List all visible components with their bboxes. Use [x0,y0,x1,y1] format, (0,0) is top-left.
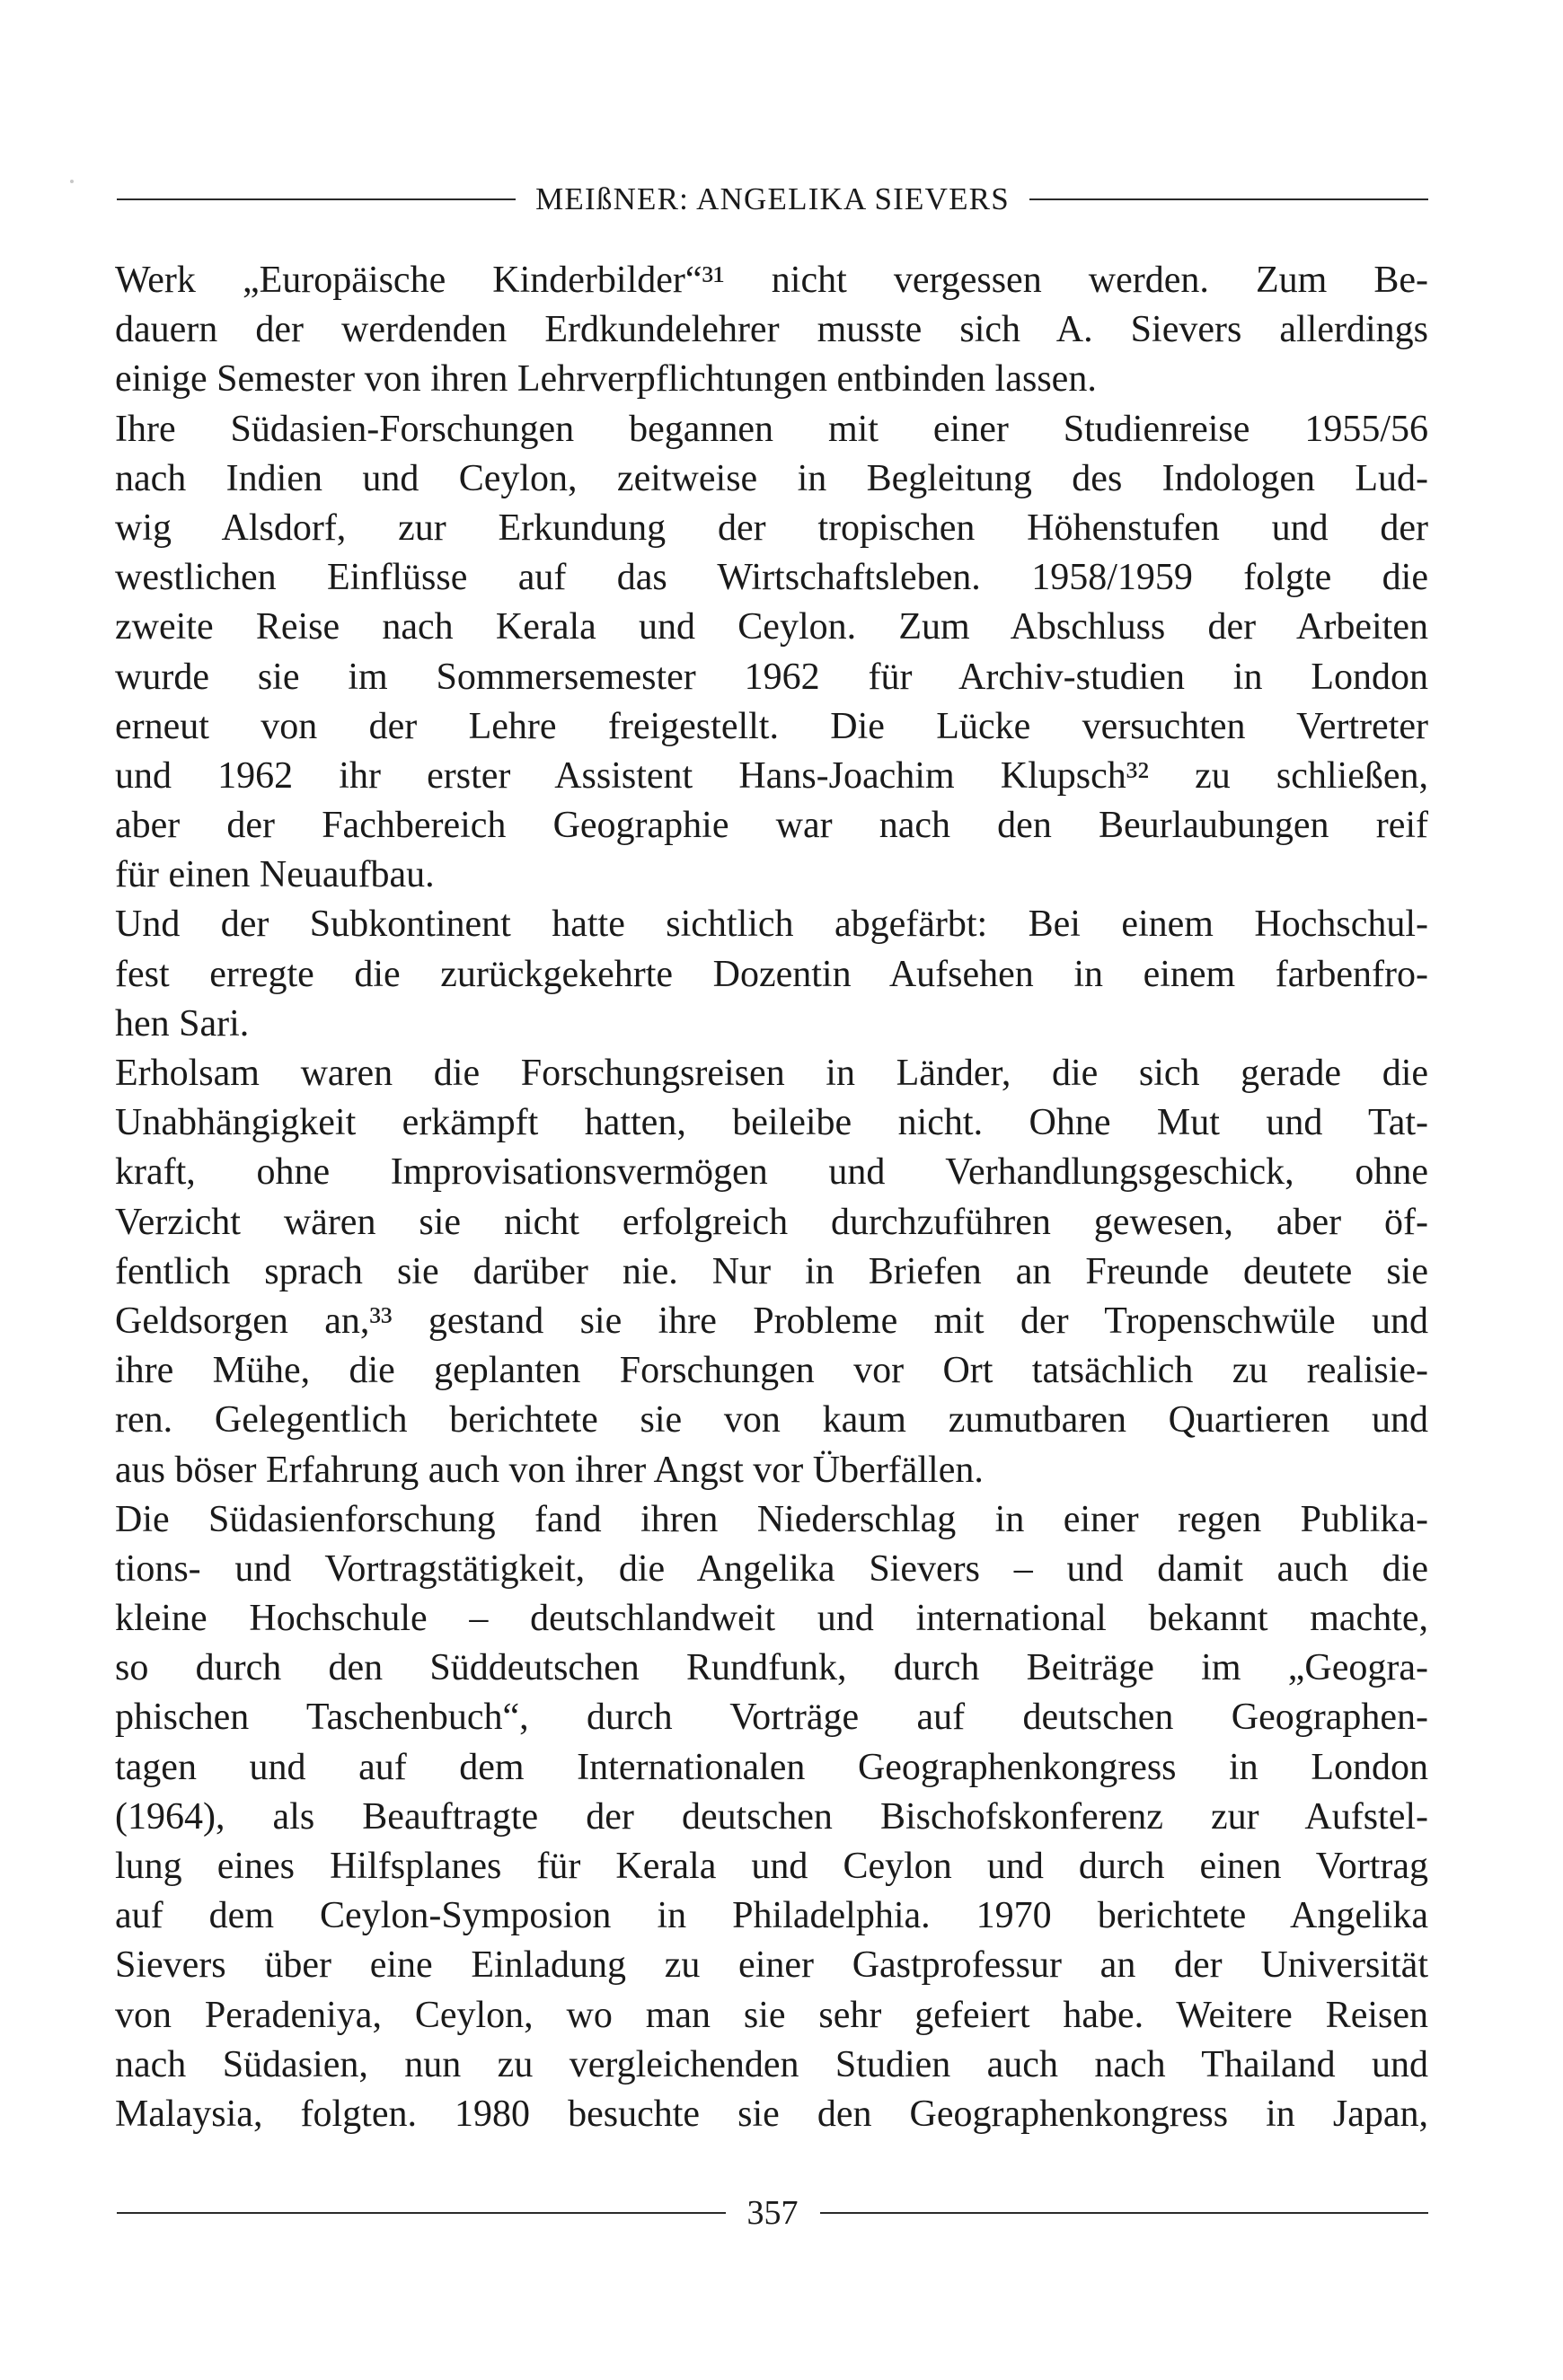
text-line: tagen und auf dem Internationalen Geographenkongress in London [115,1746,1428,1788]
text-line: Verzicht wären sie nicht erfolgreich durchzuführen gewesen, aber öf- [115,1201,1428,1243]
text-line: (1964), als Beauftragte der deutschen Bischofskonferenz zur Aufstel- [115,1795,1428,1838]
body-text [115,256,1428,2139]
text-line: Malaysia, folgten. 1980 besuchte sie den Geographenkongress in Japan, [115,2093,1428,2135]
running-head-rule-left [117,198,516,200]
text-line: zweite Reise nach Kerala und Ceylon. Zum Abschluss der Arbeiten [115,606,1428,648]
text-line: ren. Gelegentlich berichtete sie von kaum zumutbaren Quartieren und [115,1399,1428,1441]
running-head-rule-right [1029,198,1428,200]
text-line: für einen Neuaufbau. [115,854,435,896]
text-line: aus böser Erfahrung auch von ihrer Angst vor Überfällen. [115,1449,984,1491]
text-line: Sievers über eine Einladung zu einer Gastprofessur an der Universität [115,1944,1428,1987]
text-line: Erholsam waren die Forschungsreisen in Länder, die sich gerade die [115,1053,1428,1094]
text-line: Und der Subkontinent hatte sichtlich abgefärbt: Bei einem Hochschul- [115,904,1428,946]
page-number: 357 [746,2194,799,2232]
text-line: Die Südasienforschung fand ihren Niederschlag in einer regen Publika- [115,1498,1428,1540]
text-line: einige Semester von ihren Lehrverpflichtungen entbinden lassen. [115,358,1097,401]
text-line: und 1962 ihr erster Assistent Hans-Joachim Klupsch³² zu schließen, [115,754,1428,797]
text-line: fentlich sprach sie darüber nie. Nur in Briefen an Freunde deutete sie [115,1250,1428,1292]
text-line: so durch den Süddeutschen Rundfunk, durch Beiträge im „Geogra- [115,1647,1428,1689]
text-line: Werk „Europäische Kinderbilder“³¹ nicht vergessen werden. Zum Be- [115,260,1428,301]
folio-rule-left [117,2212,726,2214]
text-line: wurde sie im Sommersemester 1962 für Archiv-studien in London [115,656,1428,698]
running-head [117,176,1428,223]
text-line: fest erregte die zurückgekehrte Dozentin Aufsehen in einem farbenfro- [115,953,1428,995]
text-line: Unabhängigkeit erkämpft hatten, beileibe nicht. Ohne Mut und Tat- [115,1102,1428,1144]
text-line: phischen Taschenbuch“, durch Vorträge auf deutschen Geographen- [115,1697,1428,1739]
text-line: Geldsorgen an,³³ gestand sie ihre Probleme mit der Tropenschwüle und [115,1300,1428,1342]
text-line: hen Sari. [115,1002,250,1045]
text-line: lung eines Hilfsplanes für Kerala und Ceylon und durch einen Vortrag [115,1846,1428,1887]
text-line: westlichen Einflüsse auf das Wirtschaftsleben. 1958/1959 folgte die [115,557,1428,599]
text-line: ihre Mühe, die geplanten Forschungen vor Ort tatsächlich zu realisie- [115,1350,1428,1392]
text-line: auf dem Ceylon-Symposion in Philadelphia. 1970 berichtete Angelika [115,1895,1428,1937]
running-head-text: MEIßNER: ANGELIKA SIEVERS [535,181,1010,216]
text-line: kraft, ohne Improvisationsvermögen und Verhandlungsgeschick, ohne [115,1151,1428,1194]
text-line: nach Südasien, nun zu vergleichenden Studien auch nach Thailand und [115,2043,1428,2085]
scan-speck [70,180,74,183]
text-line: von Peradeniya, Ceylon, wo man sie sehr gefeiert habe. Weitere Reisen [115,1994,1428,2036]
text-line: aber der Fachbereich Geographie war nach den Beurlaubungen reif [115,805,1428,847]
text-line: erneut von der Lehre freigestellt. Die Lücke versuchten Vertreter [115,705,1428,747]
text-line: Ihre Südasien-Forschungen begannen mit einer Studienreise 1955/56 [115,408,1428,450]
text-line: wig Alsdorf, zur Erkundung der tropischen Höhenstufen und der [115,507,1428,549]
text-line: nach Indien und Ceylon, zeitweise in Begleitung des Indologen Lud- [115,457,1428,499]
text-line: kleine Hochschule – deutschlandweit und international bekannt machte, [115,1598,1428,1640]
text-line: dauern der werdenden Erdkundelehrer musste sich A. Sievers allerdings [115,309,1428,351]
folio-rule-right [820,2212,1429,2214]
folio [117,2186,1428,2240]
text-line: tions- und Vortragstätigkeit, die Angelika Sievers – und damit auch die [115,1547,1428,1590]
